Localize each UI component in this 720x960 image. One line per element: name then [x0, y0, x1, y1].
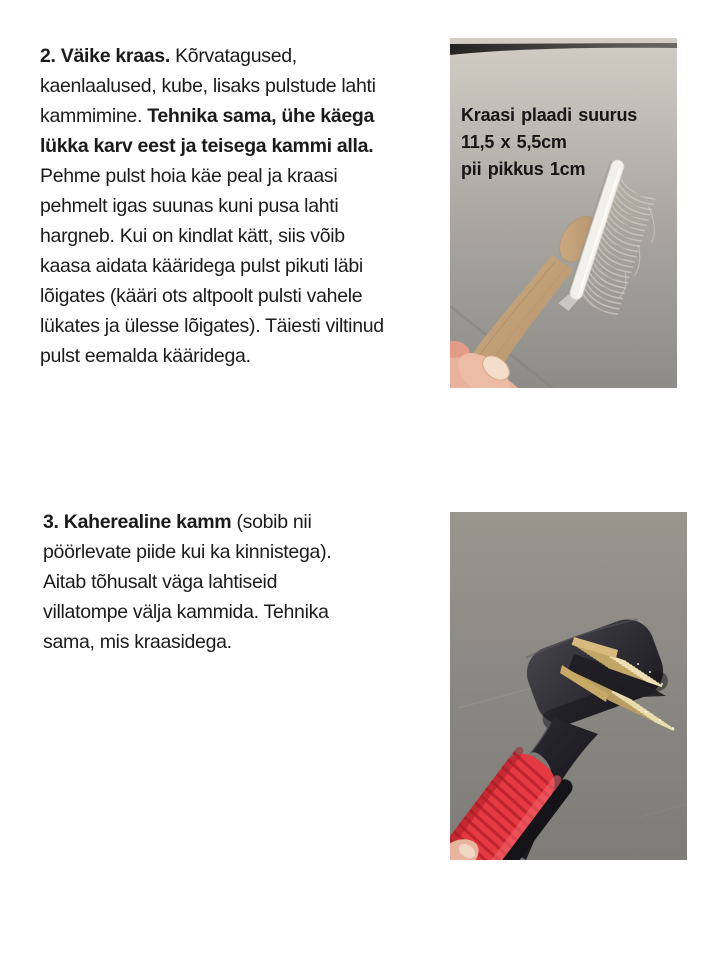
text-line — [43, 597, 443, 627]
paragraph-double-row-comb — [43, 507, 443, 657]
text-run: pulst eemalda kääridega. — [40, 345, 251, 367]
text-line — [40, 101, 460, 131]
text-line — [40, 311, 460, 341]
double-row-comb-illustration — [450, 512, 687, 860]
text-line — [40, 221, 460, 251]
text-line — [40, 281, 460, 311]
photo-double-row-comb — [450, 512, 687, 860]
text-run: pehmelt igas suunas kuni pusa lahti — [40, 195, 339, 217]
paragraph-small-carder — [40, 41, 460, 371]
text-run: kaasa aidata kääridega pulst pikuti läbi — [40, 255, 363, 277]
text-run: lõigates (kääri ots altpoolt pulsti vahele — [40, 285, 363, 307]
text-run: villatompe välja kammida. Tehnika — [43, 601, 329, 623]
text-run: pöörlevate piide kui ka kinnistega). — [43, 541, 332, 563]
text-run: Kõrvatagused, — [175, 45, 297, 67]
photo-caption — [461, 102, 637, 183]
text-line — [43, 537, 443, 567]
caption-line: Kraasi plaadi suurus — [461, 105, 638, 125]
text-line — [43, 567, 443, 597]
text-line — [40, 191, 460, 221]
text-run: Tehnika sama, ühe käega — [147, 105, 375, 127]
text-run: sama, mis kraasidega. — [43, 631, 232, 653]
text-line — [40, 71, 460, 101]
text-run: 2. Väike kraas. — [40, 45, 176, 67]
text-run: kaenlaalused, kube, lisaks pulstude lahti — [40, 75, 376, 97]
text-run: Aitab tõhusalt väga lahtiseid — [43, 571, 278, 593]
text-line — [40, 131, 460, 161]
text-line — [43, 627, 443, 657]
text-line — [40, 341, 460, 371]
caption-line: pii pikkus 1cm — [461, 159, 586, 179]
text-run: (sobib nii — [236, 511, 312, 533]
text-line — [40, 41, 460, 71]
photo-small-carder — [450, 38, 677, 388]
text-line — [40, 161, 460, 191]
caption-line: 11,5 x 5,5cm — [461, 132, 567, 152]
text-run: kammimine. — [40, 105, 148, 127]
text-line — [43, 507, 443, 537]
text-run: hargneb. Kui on kindlat kätt, siis võib — [40, 225, 345, 247]
small-carder-brush-illustration — [450, 38, 677, 388]
text-run: lükates ja ülesse lõigates). Täiesti viltinud — [40, 315, 384, 337]
text-run: Pehme pulst hoia käe peal ja kraasi — [40, 165, 338, 187]
text-run: lükka karv eest ja teisega kammi alla. — [40, 135, 374, 157]
text-run: 3. Kaherealine kamm — [43, 511, 237, 533]
text-line — [40, 251, 460, 281]
